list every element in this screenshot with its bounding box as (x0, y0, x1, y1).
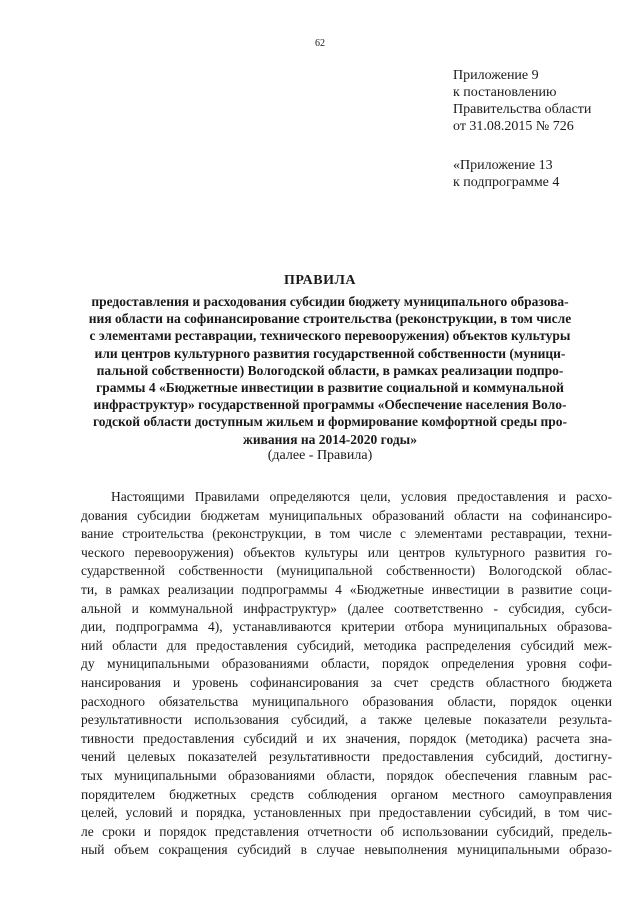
paragraph-line: ческого перевооружения) объектов культуры или центров культурного развития го- (81, 544, 612, 560)
subprogram-appendix-reference (453, 157, 559, 191)
subtitle-abbreviation: (далее - Правила) (267, 448, 373, 463)
subtitle-line: пальной собственности) Вологодской области, в рамках реализации подпро- (96, 362, 564, 378)
subtitle-line: ния области на софинансирование строительства (реконструкции, в том числе (88, 311, 572, 327)
appendix-line: «Приложение 13 (453, 158, 553, 173)
appendix-line: к постановлению (453, 85, 557, 100)
document-title: ПРАВИЛА (283, 273, 357, 288)
appendix-line: Правительства области (453, 102, 592, 117)
paragraph-line: вание строительства (реконструкции, в том числе с элементами реставрации, техни- (81, 526, 612, 542)
paragraph-line: альной и коммунальной инфраструктур» (далее соответственно - субсидия, субси- (81, 600, 612, 616)
paragraph-line: дии, подпрограмма 4), устанавливаются критерии отбора муниципальных образова- (81, 619, 612, 635)
subtitle-line: живания на 2014-2020 годы» (243, 431, 417, 447)
paragraph-line: нансирования и уровень софинансирования за счет средств областного бюджета (81, 674, 612, 690)
subtitle-line: граммы 4 «Бюджетные инвестиции в развитие социальной и коммунальной (96, 380, 564, 396)
paragraph-line: расходного обязательства муниципального образования области, порядок оценки (81, 693, 612, 709)
paragraph-line: ле сроки и порядок представления отчетности об использовании субсидий, предель- (81, 823, 612, 839)
paragraph-line: результативности использования субсидий, а также целевые показатели результа- (81, 712, 612, 728)
page-number: 62 (315, 38, 325, 49)
paragraph-line: чений целевых показателей результативности предоставления субсидий, достигну- (81, 749, 612, 765)
paragraph-line: ный объем сокращения субсидий в случае невыполнения муниципальными образо- (81, 842, 612, 858)
body-paragraph (81, 488, 612, 860)
appendix-line: от 31.08.2015 № 726 (453, 119, 574, 134)
subtitle-line: годской области доступным жильем и формирование комфортной среды про- (92, 414, 568, 430)
subtitle-line: с элементами реставрации, технического перевооружения) объектов культуры (89, 328, 571, 344)
paragraph-line: ний области для предоставления субсидий, методика распределения субсидий меж- (81, 637, 612, 653)
paragraph-line: порядителем бюджетных средств соблюдения органом местного самоуправления (81, 786, 612, 802)
paragraph-line: тых муниципальными образованиями области, порядок обеспечения главным рас- (81, 767, 612, 783)
paragraph-line: тивности предоставления субсидий и их значения, порядок (методика) расчета зна- (81, 730, 612, 746)
appendix-line: Приложение 9 (453, 68, 539, 83)
paragraph-line: дования субсидии бюджетам муниципальных образований области на софинансиро- (81, 507, 612, 523)
appendix-reference (453, 67, 591, 135)
subtitle-line: или центров культурного развития государственной собственности (муници- (94, 345, 566, 361)
paragraph-line: ду муниципальными образованиями области, порядок определения уровня софи- (81, 656, 612, 672)
paragraph-line: Настоящими Правилами определяются цели, условия предоставления и расхо- (111, 489, 612, 504)
paragraph-line: сударственной собственности (муниципальной собственности) Вологодской облас- (81, 563, 612, 579)
subtitle-line: инфраструктур» государственной программы «Обеспечение населения Воло- (93, 397, 567, 413)
appendix-line: к подпрограмме 4 (453, 175, 560, 190)
document-subtitle (60, 293, 600, 448)
subtitle-line: предоставления и расходования субсидии бюджету муниципального образова- (91, 294, 569, 309)
paragraph-line: целей, условий и порядка, установленных при предоставлении субсидий, в том чис- (81, 805, 612, 821)
paragraph-line: ти, в рамках реализации подпрограммы 4 «Бюджетные инвестиции в развитие соци- (81, 581, 612, 597)
